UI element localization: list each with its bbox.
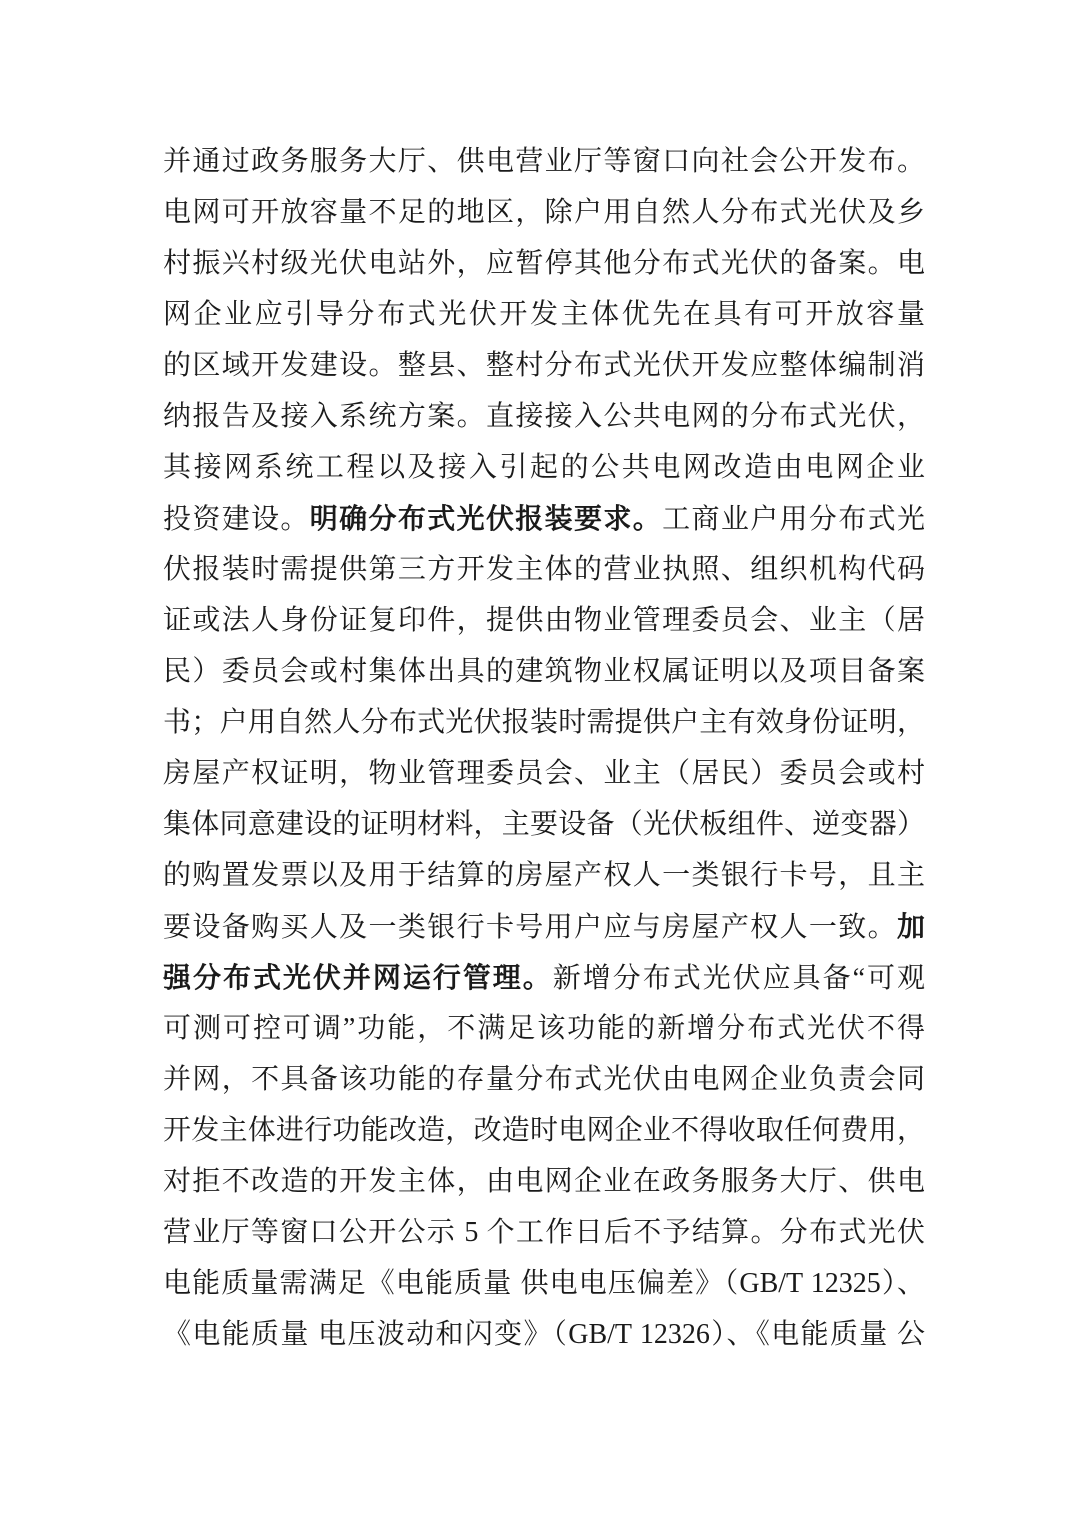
text-run: 并通过政务服务大厅、供电营业厅等窗口向社会公开发布。 [163,146,925,177]
text-run: 开发主体进行功能改造，改造时电网企业不得收取任何费用， [163,1115,925,1146]
text-run: 电网可开放容量不足的地区，除户用自然人分布式光伏及乡 [163,197,925,228]
text-line [163,1054,925,1105]
text-line [163,340,925,391]
text-line [163,1156,925,1207]
text-run: 的区域开发建设。整县、整村分布式光伏开发应整体编制消 [163,350,925,381]
text-run: 对拒不改造的开发主体，由电网企业在政务服务大厅、供电 [163,1166,925,1197]
text-line [163,187,925,238]
text-run: 证或法人身份证复印件，提供由物业管理委员会、业主（居 [163,605,925,636]
bold-text-run: 强分布式光伏并网运行管理。 [163,962,553,993]
text-run: 房屋产权证明，物业管理委员会、业主（居民）委员会或村 [163,758,925,789]
text-line [163,493,925,544]
text-run: 新增分布式光伏应具备“可观 [552,963,925,994]
text-run: 电能质量需满足《电能质量 供电电压偏差》（GB/T 12325）、 [163,1268,925,1299]
text-run: 营业厅等窗口公开公示 5 个工作日后不予结算。分布式光伏 [163,1217,925,1248]
text-line [163,697,925,748]
text-line [163,391,925,442]
text-line [163,850,925,901]
text-run: 网企业应引导分布式光伏开发主体优先在具有可开放容量 [163,299,925,330]
text-line [163,748,925,799]
text-line [163,1258,925,1309]
text-run: 并网，不具备该功能的存量分布式光伏由电网企业负责会同 [163,1064,925,1095]
text-run: 书；户用自然人分布式光伏报装时需提供户主有效身份证明， [163,707,925,738]
text-line [163,1207,925,1258]
text-line [163,952,925,1003]
text-run: 集体同意建设的证明材料，主要设备（光伏板组件、逆变器） [163,809,925,840]
text-run: 工商业户用分布式光 [662,504,925,535]
text-run: 要设备购买人及一类银行卡号用户应与房屋产权人一致。 [163,912,897,943]
text-line [163,238,925,289]
text-line [163,646,925,697]
bold-text-run: 加 [896,911,925,942]
text-run: 可测可控可调”功能，不满足该功能的新增分布式光伏不得 [163,1013,925,1044]
bold-text-run: 明确分布式光伏报装要求。 [309,503,663,534]
text-line [163,136,925,187]
text-line [163,1003,925,1054]
text-line [163,1105,925,1156]
body-text-block [163,136,925,1360]
text-run: 《电能质量 电压波动和闪变》（GB/T 12326）、《电能质量 公 [163,1319,925,1350]
text-line [163,289,925,340]
text-line [163,799,925,850]
text-run: 伏报装时需提供第三方开发主体的营业执照、组织机构代码 [163,554,925,585]
text-run: 民）委员会或村集体出具的建筑物业权属证明以及项目备案 [163,656,925,687]
text-line [163,901,925,952]
text-line [163,442,925,493]
text-run: 其接网系统工程以及接入引起的公共电网改造由电网企业 [163,452,925,483]
text-line [163,544,925,595]
text-run: 的购置发票以及用于结算的房屋产权人一类银行卡号，且主 [163,860,925,891]
text-line [163,595,925,646]
text-line [163,1309,925,1360]
text-run: 村振兴村级光伏电站外，应暂停其他分布式光伏的备案。电 [163,248,925,279]
text-run: 纳报告及接入系统方案。直接接入公共电网的分布式光伏， [163,401,925,432]
text-run: 投资建设。 [163,504,310,535]
